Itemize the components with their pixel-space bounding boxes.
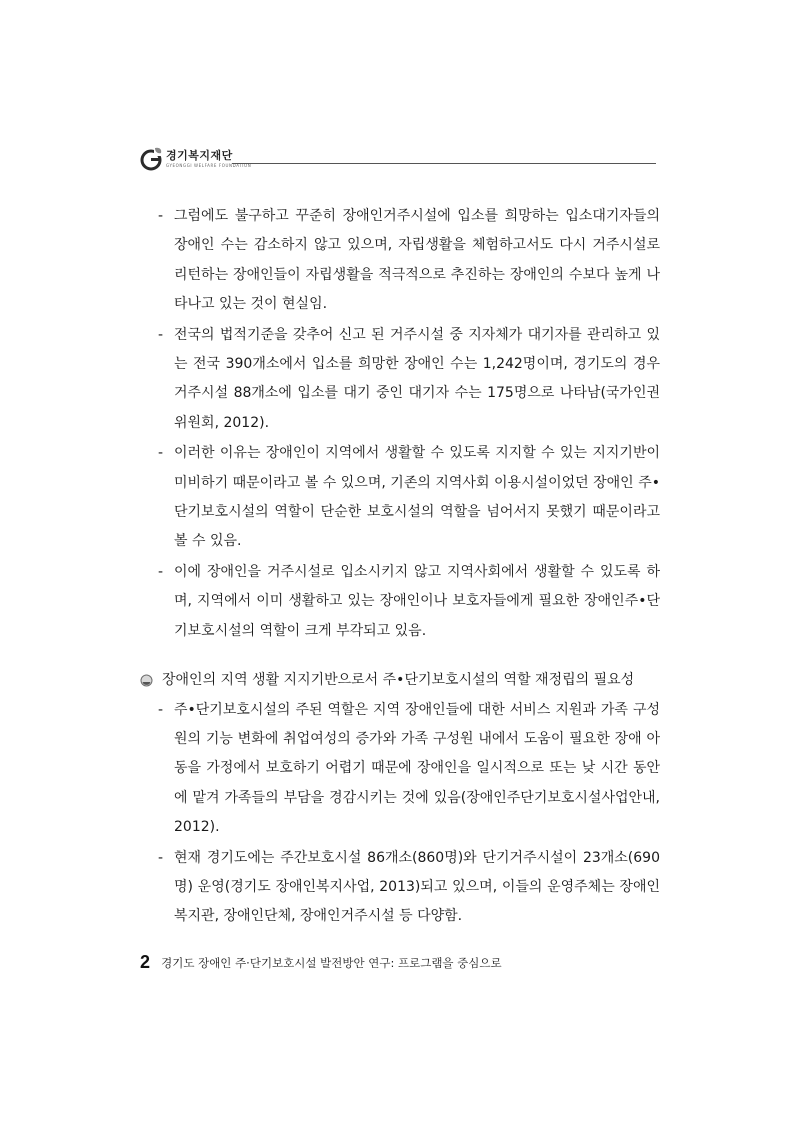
bullet-item — [140, 439, 660, 557]
logo-text: 경기복지재단 — [166, 149, 233, 162]
bullet-item — [140, 202, 660, 320]
body-content — [140, 202, 660, 933]
bullet-text: 이에 장애인을 거주시설로 입소시키지 않고 지역사회에서 생활할 수 있도록 하며, 지역에서 이미 생활하고 있는 장애인이나 보호자들에게 필요한 장애인주•단기보호시설의 역할이 크게 부각되고 있음. — [174, 563, 660, 639]
section-heading — [140, 666, 660, 695]
bullet-text: 그럼에도 불구하고 꾸준히 장애인거주시설에 입소를 희망하는 입소대기자들의 장애인 수는 감소하지 않고 있으며, 자립생활을 체험하고서도 다시 거주시설로 리턴하는 장애인들이 자립생활을 적극적으로 추진하는 장애인의 수보다 높게 나타나고 있는 것이 현실임. — [174, 208, 660, 313]
logo-subtext: GYEONGGI WELFARE FOUNDATION — [166, 163, 252, 168]
bullet-item — [140, 696, 660, 843]
page-header — [140, 146, 656, 176]
bullet-text: 전국의 법적기준을 갖추어 신고 된 거주시설 중 지자체가 대기자를 관리하고 있는 전국 390개소에서 입소를 희망한 장애인 수는 1,242명이며, 경기도의 경우 거주시설 88개소에 입소를 대기 중인 대기자 수는 175명으로 나타남(국가인권위원회, 2012). — [174, 326, 660, 431]
section-bullet-icon — [140, 674, 153, 687]
bullet-text: 이러한 이유는 장애인이 지역에서 생활할 수 있도록 지지할 수 있는 지지기반이 미비하기 때문이라고 볼 수 있으며, 기존의 지역사회 이용시설이었던 장애인 주•단기보호시설의 역할이 단순한 보호시설의 역할을 넘어서지 못했기 때문이라고 볼 수 있음. — [174, 445, 660, 550]
running-title: 경기도 장애인 주·단기보호시설 발전방안 연구: 프로그램을 중심으로 — [161, 955, 502, 970]
bullet-item — [140, 321, 660, 439]
dash-marker: - — [158, 326, 164, 343]
bullet-item — [140, 558, 660, 646]
page-footer — [140, 952, 660, 976]
dash-marker: - — [158, 445, 164, 462]
bullet-text: 현재 경기도에는 주간보호시설 86개소(860명)와 단기거주시설이 23개소(690명) 운영(경기도 장애인복지사업, 2013)되고 있으며, 이들의 운영주체는 장애인복지관, 장애인단체, 장애인거주시설 등 다양함. — [174, 849, 660, 925]
page-number: 2 — [140, 952, 151, 972]
section-heading-text: 장애인의 지역 생활 지지기반으로서 주•단기보호시설의 역할 재정립의 필요성 — [162, 672, 635, 689]
header-divider — [232, 163, 656, 164]
dash-marker: - — [158, 208, 164, 224]
bullet-text: 주•단기보호시설의 주된 역할은 지역 장애인들에 대한 서비스 지원과 가족 구성원의 기능 변화에 취업여성의 증가와 가족 구성원 내에서 도움이 필요한 장애 아동을 가정에서 보호하기 어렵기 때문에 장애인을 일시적으로 또는 낮 시간 동안에 맡겨 가족들의 부담을 경감시키는 것에 있음(장애인주단기보호시설사업안내, 2012). — [174, 701, 660, 836]
bullet-item — [140, 844, 660, 932]
dash-marker: - — [158, 563, 164, 580]
foundation-logo-icon — [140, 146, 164, 172]
dash-marker: - — [158, 701, 164, 718]
dash-marker: - — [158, 849, 164, 866]
